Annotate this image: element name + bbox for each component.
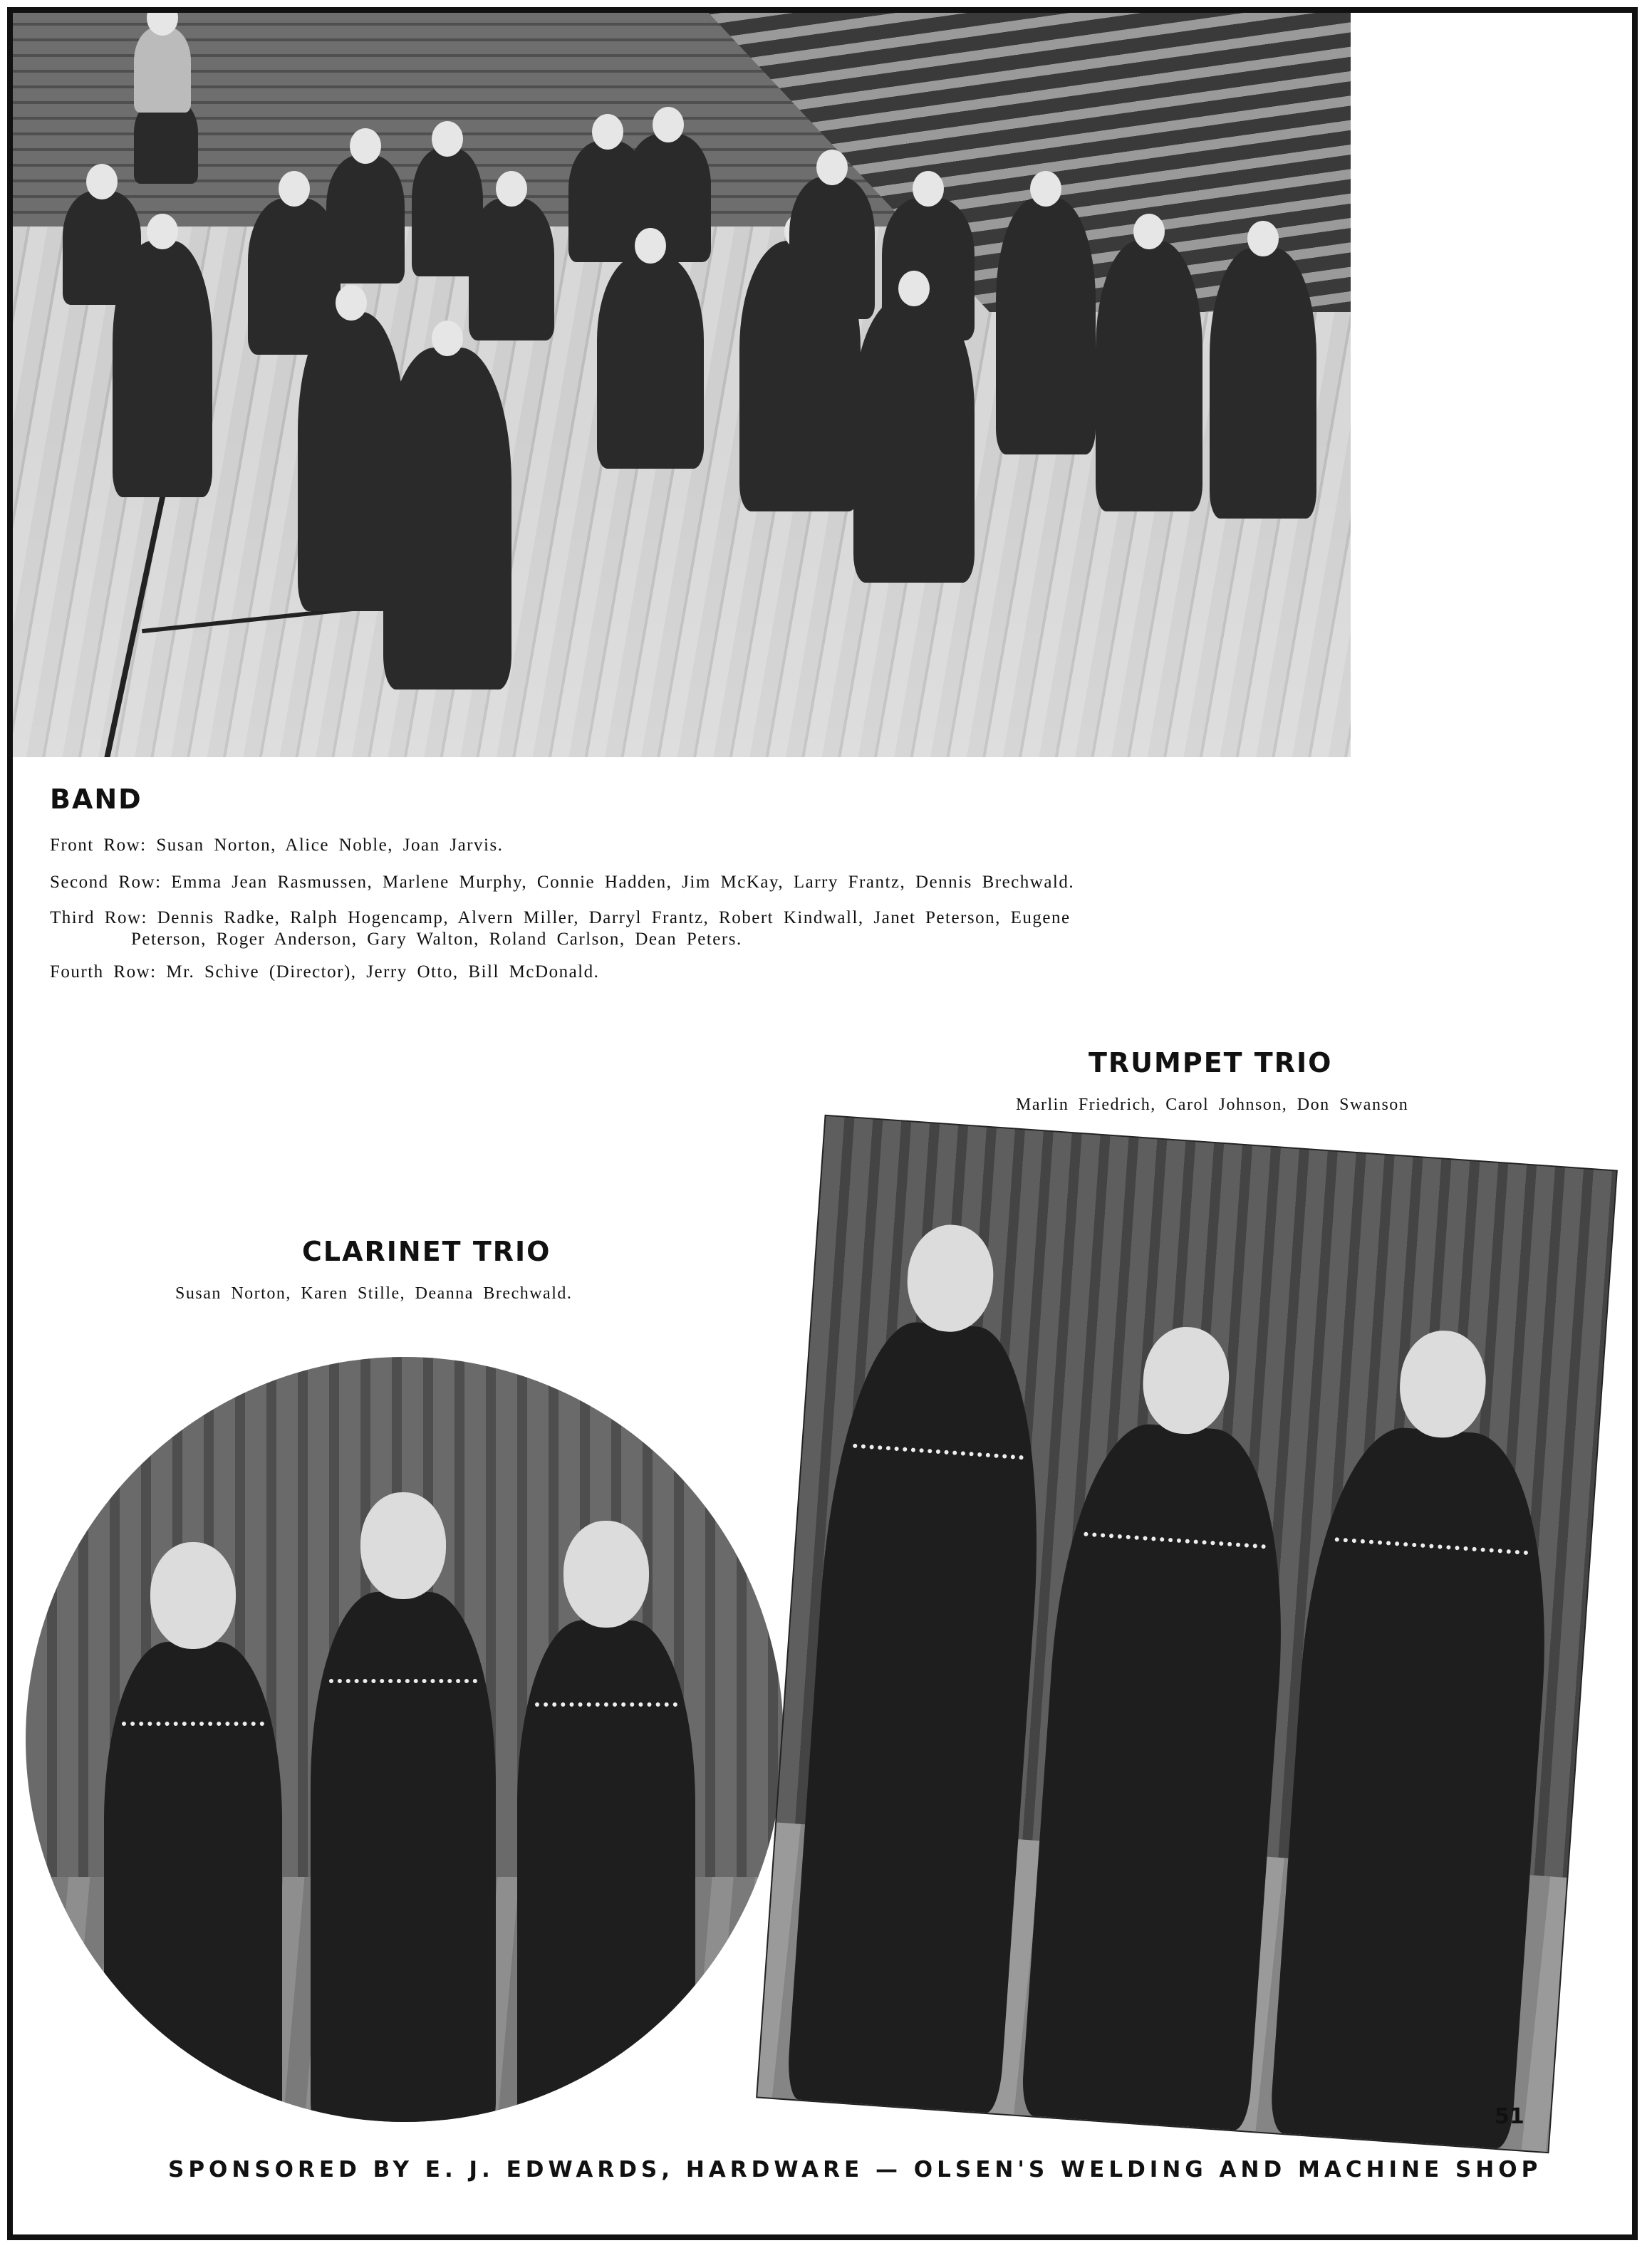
sponsor-line: SPONSORED BY E. J. EDWARDS, HARDWARE — OLSEN'S WELDING AND MACHINE SHOP xyxy=(168,2157,1542,2182)
band-row-third xyxy=(50,907,1071,950)
row-label: Fourth Row: xyxy=(50,962,157,982)
face xyxy=(904,1222,997,1335)
band-photo xyxy=(13,13,1351,757)
uniform-braid xyxy=(329,1679,477,1692)
clarinet-player xyxy=(104,1642,282,2122)
band-row-front xyxy=(50,835,503,856)
band-member xyxy=(996,198,1096,454)
trumpet-player xyxy=(1020,1419,1297,2131)
uniform-braid xyxy=(535,1702,677,1715)
band-member xyxy=(853,298,975,583)
trumpet-trio-heading: TRUMPET TRIO xyxy=(1089,1047,1333,1078)
band-member xyxy=(326,155,405,283)
band-member xyxy=(113,241,212,497)
trumpet-trio-names: Marlin Friedrich, Carol Johnson, Don Swanson xyxy=(1016,1096,1409,1114)
row-names: Susan Norton, Alice Noble, Joan Jarvis. xyxy=(156,836,504,855)
row-label: Front Row: xyxy=(50,836,147,855)
band-member xyxy=(789,177,875,319)
band-row-second xyxy=(50,872,1074,893)
face xyxy=(1140,1324,1232,1437)
face xyxy=(1396,1328,1489,1440)
row-names: Dennis Radke, Ralph Hogencamp, Alvern Miller, Darryl Frantz, Robert Kindwall, Janet Peterson, Eugene xyxy=(157,908,1071,927)
page-number: 51 xyxy=(1495,2104,1524,2129)
trumpet-trio-photo xyxy=(757,1116,1616,2152)
face xyxy=(150,1542,236,1649)
band-member xyxy=(597,255,704,469)
clarinet-trio-heading: CLARINET TRIO xyxy=(302,1236,551,1267)
band-member xyxy=(1210,248,1316,519)
row-label: Third Row: xyxy=(50,908,147,927)
uniform-braid xyxy=(122,1722,264,1734)
band-member xyxy=(469,198,554,340)
row-names-continuation: Peterson, Roger Anderson, Gary Walton, Roland Carlson, Dean Peters. xyxy=(131,930,742,949)
director xyxy=(134,27,191,113)
clarinet-player xyxy=(517,1620,695,2122)
clarinet-player xyxy=(311,1592,496,2122)
band-member xyxy=(383,348,511,690)
row-names: Mr. Schive (Director), Jerry Otto, Bill McDonald. xyxy=(166,962,600,982)
clarinet-trio-photo xyxy=(26,1357,784,2122)
band-member xyxy=(1096,241,1202,511)
face xyxy=(563,1521,649,1628)
trumpet-player xyxy=(1269,1422,1560,2149)
uniform-braid xyxy=(1334,1537,1529,1563)
band-row-fourth xyxy=(50,962,599,983)
clarinet-trio-names: Susan Norton, Karen Stille, Deanna Brechwald. xyxy=(175,1284,573,1303)
uniform-braid xyxy=(1083,1531,1266,1557)
band-heading: BAND xyxy=(50,784,142,815)
uniform-braid xyxy=(852,1444,1024,1469)
face xyxy=(360,1492,446,1599)
row-names: Emma Jean Rasmussen, Marlene Murphy, Connie Hadden, Jim McKay, Larry Frantz, Dennis Brechwald. xyxy=(171,873,1075,892)
row-label: Second Row: xyxy=(50,873,162,892)
